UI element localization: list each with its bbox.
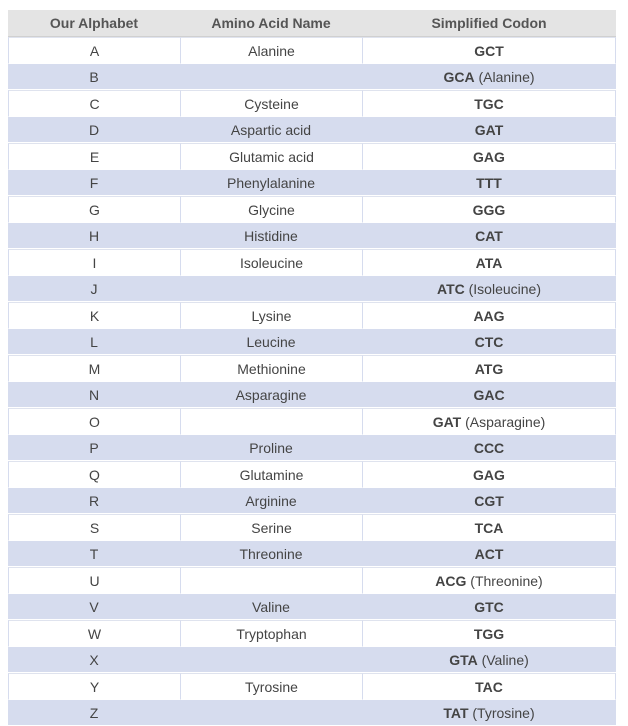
table-row <box>8 594 616 620</box>
cell-codon <box>362 249 616 276</box>
codon-value: ATC <box>437 280 465 297</box>
codon-value: TGC <box>474 95 504 112</box>
cell-codon <box>362 541 616 567</box>
table-row <box>8 541 616 567</box>
cell-letter: P <box>8 435 180 461</box>
cell-codon <box>362 170 616 196</box>
cell-amino-acid: Tyrosine <box>180 673 362 700</box>
codon-note: (Tyrosine) <box>468 704 535 721</box>
codon-note: (Alanine) <box>474 68 535 85</box>
codon-value: GTC <box>474 598 504 615</box>
table-row <box>8 382 616 408</box>
cell-codon <box>362 594 616 620</box>
codon-note: (Threonine) <box>466 572 543 589</box>
cell-codon <box>362 276 616 302</box>
cell-amino-acid: Phenylalanine <box>180 170 362 196</box>
cell-amino-acid: Cysteine <box>180 90 362 117</box>
cell-letter: D <box>8 117 180 143</box>
cell-letter: G <box>8 196 180 223</box>
cell-amino-acid <box>180 700 362 726</box>
cell-amino-acid: Glycine <box>180 196 362 223</box>
codon-value: GCA <box>443 68 475 85</box>
codon-value: ATG <box>474 360 504 377</box>
table-row <box>8 461 616 488</box>
cell-letter: I <box>8 249 180 276</box>
cell-codon <box>362 117 616 143</box>
codon-value: CGT <box>474 492 504 509</box>
cell-codon <box>362 514 616 541</box>
codon-table <box>8 10 616 726</box>
codon-value: TAC <box>475 678 503 695</box>
cell-codon <box>362 488 616 514</box>
codon-value: ACT <box>474 545 504 562</box>
header-simplified-codon: Simplified Codon <box>362 10 616 37</box>
table-body <box>8 37 616 726</box>
header-amino-acid-name: Amino Acid Name <box>180 10 362 37</box>
header-our-alphabet: Our Alphabet <box>8 10 180 37</box>
codon-value: TGG <box>473 625 505 642</box>
codon-value: GCT <box>474 42 504 59</box>
cell-codon <box>362 196 616 223</box>
cell-amino-acid: Lysine <box>180 302 362 329</box>
cell-codon <box>362 143 616 170</box>
cell-codon <box>362 435 616 461</box>
cell-codon <box>362 64 616 90</box>
cell-letter: M <box>8 355 180 382</box>
cell-codon <box>362 700 616 726</box>
table-header <box>8 10 616 37</box>
cell-letter: Z <box>8 700 180 726</box>
codon-value: GGG <box>472 201 506 218</box>
cell-codon <box>362 567 616 594</box>
cell-letter: J <box>8 276 180 302</box>
cell-codon <box>362 90 616 117</box>
table-row <box>8 302 616 329</box>
cell-letter: S <box>8 514 180 541</box>
cell-letter: R <box>8 488 180 514</box>
cell-amino-acid: Aspartic acid <box>180 117 362 143</box>
table-row <box>8 355 616 382</box>
table-row <box>8 567 616 594</box>
table-row <box>8 170 616 196</box>
cell-letter: N <box>8 382 180 408</box>
table-row <box>8 408 616 435</box>
cell-letter: H <box>8 223 180 249</box>
codon-value: GAT <box>474 121 504 138</box>
table-row <box>8 514 616 541</box>
codon-table-container <box>8 10 616 726</box>
codon-value: CCC <box>473 439 505 456</box>
codon-note: (Asparagine) <box>461 413 546 430</box>
codon-value: CTC <box>474 333 504 350</box>
cell-amino-acid: Glutamic acid <box>180 143 362 170</box>
codon-value: GAC <box>473 386 505 403</box>
cell-amino-acid: Histidine <box>180 223 362 249</box>
codon-value: TAT <box>443 704 469 721</box>
cell-letter: U <box>8 567 180 594</box>
table-row <box>8 647 616 673</box>
table-row <box>8 435 616 461</box>
codon-value: GAG <box>473 466 505 483</box>
codon-value: ACG <box>435 572 467 589</box>
codon-value: CAT <box>475 227 503 244</box>
codon-note: (Isoleucine) <box>464 280 541 297</box>
cell-amino-acid: Methionine <box>180 355 362 382</box>
cell-codon <box>362 673 616 700</box>
cell-letter: V <box>8 594 180 620</box>
table-row <box>8 90 616 117</box>
cell-amino-acid: Glutamine <box>180 461 362 488</box>
table-row <box>8 249 616 276</box>
table-row <box>8 329 616 355</box>
cell-codon <box>362 408 616 435</box>
table-row <box>8 37 616 64</box>
table-row <box>8 117 616 143</box>
cell-letter: C <box>8 90 180 117</box>
codon-note: (Valine) <box>477 651 529 668</box>
cell-amino-acid <box>180 276 362 302</box>
cell-amino-acid: Valine <box>180 594 362 620</box>
cell-codon <box>362 302 616 329</box>
codon-value: GAT <box>432 413 462 430</box>
table-row <box>8 143 616 170</box>
cell-codon <box>362 461 616 488</box>
cell-codon <box>362 620 616 647</box>
codon-value: ATA <box>475 254 503 271</box>
cell-amino-acid <box>180 567 362 594</box>
cell-codon <box>362 223 616 249</box>
table-row <box>8 700 616 726</box>
cell-letter: L <box>8 329 180 355</box>
cell-amino-acid: Proline <box>180 435 362 461</box>
cell-codon <box>362 355 616 382</box>
cell-amino-acid: Arginine <box>180 488 362 514</box>
codon-value: TCA <box>474 519 504 536</box>
cell-amino-acid <box>180 647 362 673</box>
cell-codon <box>362 329 616 355</box>
table-row <box>8 64 616 90</box>
table-row <box>8 223 616 249</box>
cell-codon <box>362 37 616 64</box>
cell-amino-acid <box>180 408 362 435</box>
cell-codon <box>362 382 616 408</box>
cell-codon <box>362 647 616 673</box>
table-row <box>8 488 616 514</box>
cell-letter: B <box>8 64 180 90</box>
cell-letter: Y <box>8 673 180 700</box>
table-row <box>8 276 616 302</box>
cell-letter: E <box>8 143 180 170</box>
cell-letter: F <box>8 170 180 196</box>
cell-letter: A <box>8 37 180 64</box>
cell-letter: W <box>8 620 180 647</box>
cell-amino-acid: Leucine <box>180 329 362 355</box>
cell-amino-acid: Isoleucine <box>180 249 362 276</box>
cell-letter: X <box>8 647 180 673</box>
cell-letter: T <box>8 541 180 567</box>
codon-value: TTT <box>476 174 502 191</box>
cell-amino-acid <box>180 64 362 90</box>
cell-letter: Q <box>8 461 180 488</box>
header-row <box>8 10 616 37</box>
codon-value: GTA <box>449 651 478 668</box>
cell-letter: K <box>8 302 180 329</box>
cell-amino-acid: Serine <box>180 514 362 541</box>
cell-amino-acid: Threonine <box>180 541 362 567</box>
codon-value: AAG <box>473 307 505 324</box>
cell-amino-acid: Alanine <box>180 37 362 64</box>
cell-amino-acid: Tryptophan <box>180 620 362 647</box>
table-row <box>8 620 616 647</box>
table-row <box>8 196 616 223</box>
cell-amino-acid: Asparagine <box>180 382 362 408</box>
table-row <box>8 673 616 700</box>
cell-letter: O <box>8 408 180 435</box>
codon-value: GAG <box>473 148 505 165</box>
